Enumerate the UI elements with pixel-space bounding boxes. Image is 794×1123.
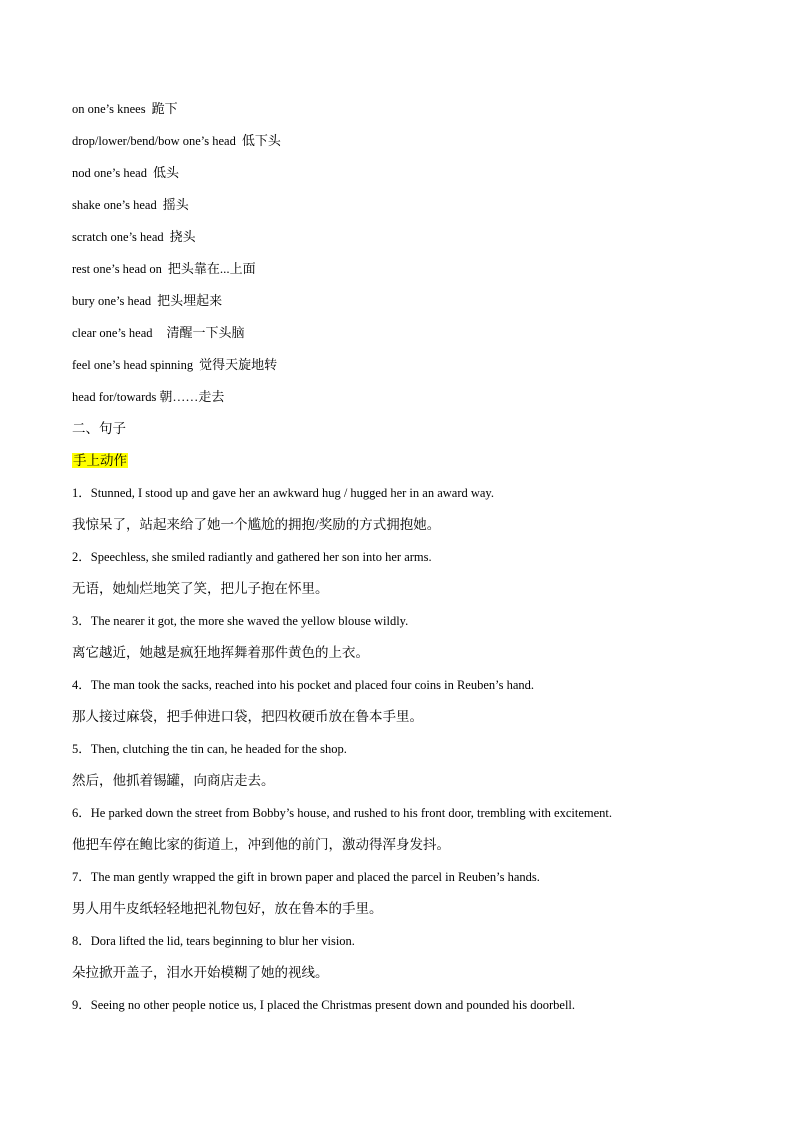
phrase-en: bury one’s head xyxy=(72,294,152,308)
phrase-line xyxy=(72,292,732,310)
phrase-zh: 清醒一下头脑 xyxy=(166,325,245,340)
phrase-zh: 跪下 xyxy=(151,101,178,116)
phrase-en: rest one’s head on xyxy=(72,262,162,276)
phrase-zh: 挠头 xyxy=(169,229,196,244)
section-title: 二、句子 xyxy=(72,421,126,436)
phrase-line xyxy=(72,164,732,182)
phrase-line xyxy=(72,100,732,118)
phrase-en: scratch one’s head xyxy=(72,230,164,244)
phrase-en: nod one’s head xyxy=(72,166,147,180)
phrase-zh: 低头 xyxy=(152,165,179,180)
sentence-en: 1．Stunned, I stood up and gave her an awkward hug / hugged her in an award way. xyxy=(72,486,494,500)
phrase-zh: 把头靠在...上面 xyxy=(167,261,256,276)
sentence-zh: 男人用牛皮纸轻轻地把礼物包好，放在鲁本的手里。 xyxy=(72,901,383,916)
sentence-zh: 他把车停在鲍比家的街道上，冲到他的前门，激动得浑身发抖。 xyxy=(72,837,450,852)
phrase-zh: 低下头 xyxy=(241,133,281,148)
phrase-zh: 摇头 xyxy=(162,197,189,212)
phrase-line xyxy=(72,356,732,374)
phrase-zh: 觉得天旋地转 xyxy=(199,357,278,372)
phrase-zh: 朝……走去 xyxy=(159,389,225,404)
sentence-en: 7．The man gently wrapped the gift in brown paper and placed the parcel in Reuben’s hands. xyxy=(72,870,540,884)
sentence-zh: 朵拉掀开盖子，泪水开始模糊了她的视线。 xyxy=(72,965,329,980)
sentence-en: 3．The nearer it got, the more she waved the yellow blouse wildly. xyxy=(72,614,409,628)
sentence-en: 9．Seeing no other people notice us, I placed the Christmas present down and pounded his doorbell. xyxy=(72,998,576,1012)
subsection-title-line xyxy=(72,452,732,470)
sentence-en: 8．Dora lifted the lid, tears beginning to blur her vision. xyxy=(72,934,355,948)
phrase-line xyxy=(72,196,732,214)
phrase-en: clear one’s head xyxy=(72,326,153,340)
sentence-en: 2．Speechless, she smiled radiantly and gathered her son into her arms. xyxy=(72,550,432,564)
sentence-en: 5．Then, clutching the tin can, he headed for the shop. xyxy=(72,742,347,756)
sentence-zh: 无语，她灿烂地笑了笑，把儿子抱在怀里。 xyxy=(72,581,329,596)
phrase-en: feel one’s head spinning xyxy=(72,358,194,372)
phrase-en: shake one’s head xyxy=(72,198,157,212)
sentence-zh: 然后，他抓着锡罐，向商店走去。 xyxy=(72,773,275,788)
phrase-zh: 把头埋起来 xyxy=(157,293,223,308)
sentence-zh: 离它越近，她越是疯狂地挥舞着那件黄色的上衣。 xyxy=(72,645,369,660)
document-page xyxy=(72,100,732,1028)
sentence-en: 4．The man took the sacks, reached into his pocket and placed four coins in Reuben’s hand. xyxy=(72,678,535,692)
phrase-line xyxy=(72,388,732,406)
sentence-zh: 我惊呆了，站起来给了她一个尴尬的拥抱/奖励的方式拥抱她。 xyxy=(72,517,441,532)
sentence-en: 6．He parked down the street from Bobby’s house, and rushed to his front door, trembling with excitement. xyxy=(72,806,613,820)
phrase-en: head for/towards xyxy=(72,390,157,404)
phrase-line xyxy=(72,324,732,342)
phrase-en: on one’s knees xyxy=(72,102,146,116)
phrase-line xyxy=(72,132,732,150)
sentence-zh: 那人接过麻袋，把手伸进口袋，把四枚硬币放在鲁本手里。 xyxy=(72,709,423,724)
phrase-line xyxy=(72,260,732,278)
phrase-en: drop/lower/bend/bow one’s head xyxy=(72,134,236,148)
subsection-title: 手上动作 xyxy=(73,453,127,468)
phrase-line xyxy=(72,228,732,246)
